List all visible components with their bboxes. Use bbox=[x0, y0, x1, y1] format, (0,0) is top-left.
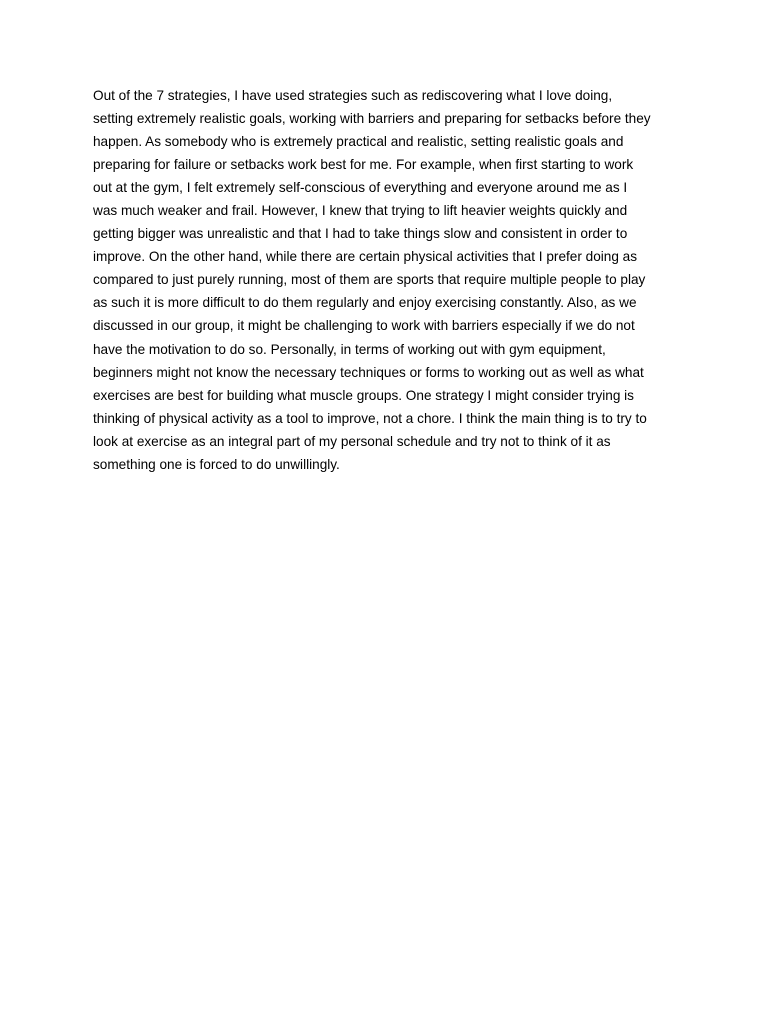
text-line: improve. On the other hand, while there are certain physical activities that I prefer doing as bbox=[93, 249, 638, 265]
text-line: happen. As somebody who is extremely practical and realistic, setting realistic goals and bbox=[93, 134, 624, 150]
text-line: exercises are best for building what muscle groups. One strategy I might consider trying is bbox=[93, 387, 634, 403]
text-line: Out of the 7 strategies, I have used strategies such as rediscovering what I love doing, bbox=[93, 88, 613, 103]
text-line: getting bigger was unrealistic and that I had to take things slow and consistent in order to bbox=[93, 226, 628, 242]
text-line: out at the gym, I felt extremely self-conscious of everything and everyone around me as I bbox=[93, 180, 628, 196]
text-line: was much weaker and frail. However, I knew that trying to lift heavier weights quickly and bbox=[93, 203, 628, 219]
text-line: look at exercise as an integral part of my personal schedule and try not to think of it as bbox=[93, 433, 611, 449]
text-line: thinking of physical activity as a tool to improve, not a chore. I think the main thing is to try to bbox=[93, 410, 647, 426]
body-paragraph bbox=[93, 84, 683, 476]
text-line: discussed in our group, it might be challenging to work with barriers especially if we do not bbox=[93, 318, 635, 334]
text-line: preparing for failure or setbacks work best for me. For example, when first starting to work bbox=[93, 157, 634, 173]
text-line: have the motivation to do so. Personally, in terms of working out with gym equipment, bbox=[93, 341, 606, 357]
text-line: compared to just purely running, most of them are sports that require multiple people to play bbox=[93, 272, 646, 288]
text-line: beginners might not know the necessary techniques or forms to working out as well as what bbox=[93, 364, 644, 380]
text-line: as such it is more difficult to do them regularly and enjoy exercising constantly. Also, as we bbox=[93, 295, 637, 311]
text-line: something one is forced to do unwillingly. bbox=[93, 456, 340, 472]
text-line: setting extremely realistic goals, working with barriers and preparing for setbacks before they bbox=[93, 111, 651, 127]
